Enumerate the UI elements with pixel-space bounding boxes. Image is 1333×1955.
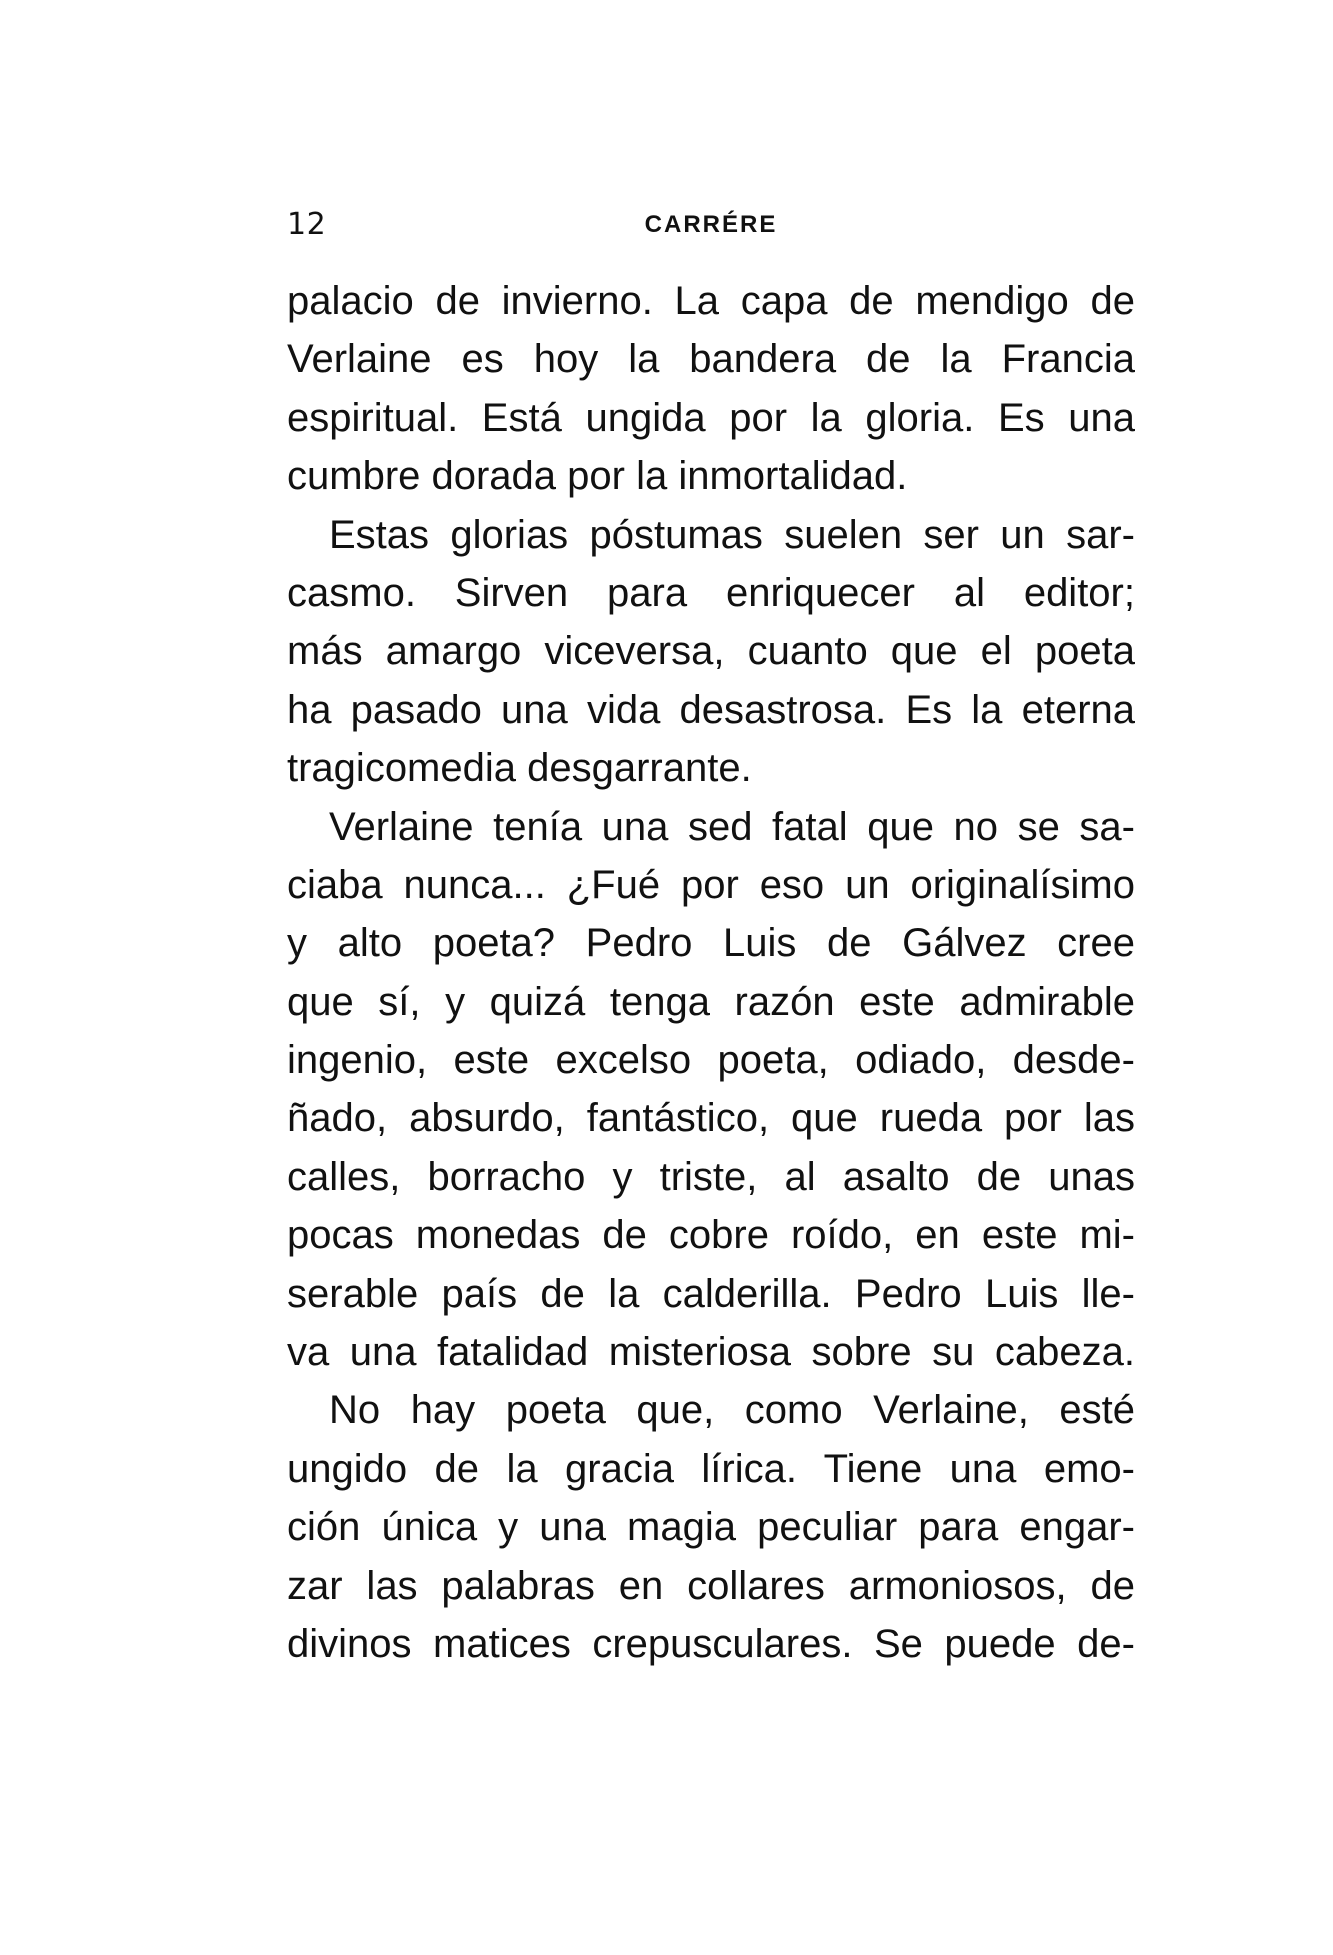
text-line: que sí, y quizá tenga razón este admirable — [287, 979, 1135, 1024]
text-line: Verlaine es hoy la bandera de la Francia — [287, 337, 1135, 382]
text-line: más amargo viceversa, cuanto que el poeta — [287, 629, 1135, 674]
text-line: ingenio, este excelso poeta, odiado, desde- — [287, 1038, 1135, 1083]
body-text — [287, 272, 1135, 1673]
text-line: divinos matices crepusculares. Se puede de- — [287, 1621, 1135, 1666]
text-line: pocas monedas de cobre roído, en este mi- — [287, 1213, 1135, 1258]
text-line: cumbre dorada por la inmortalidad. — [287, 454, 908, 499]
text-line: palacio de invierno. La capa de mendigo de — [287, 279, 1135, 323]
text-line: ha pasado una vida desastrosa. Es la eterna — [287, 687, 1135, 732]
text-line: calles, borracho y triste, al asalto de unas — [287, 1154, 1135, 1199]
text-line: ción única y una magia peculiar para engar- — [287, 1505, 1135, 1550]
text-line: y alto poeta? Pedro Luis de Gálvez cree — [287, 921, 1135, 966]
text-line: tragicomedia desgarrante. — [287, 746, 752, 791]
text-line: va una fatalidad misteriosa sobre su cabeza. — [287, 1330, 1135, 1375]
text-line: zar las palabras en collares armoniosos, de — [287, 1563, 1135, 1608]
running-head: CARRÉRE — [644, 211, 778, 238]
text-line: serable país de la calderilla. Pedro Luis lle- — [287, 1271, 1135, 1316]
text-line: ciaba nunca... ¿Fué por eso un originalísimo — [287, 862, 1135, 907]
text-line: casmo. Sirven para enriquecer al editor; — [287, 570, 1135, 615]
text-line: ñado, absurdo, fantástico, que rueda por las — [287, 1096, 1135, 1141]
page-header — [287, 205, 1135, 245]
page-number: 12 — [287, 207, 327, 242]
paragraph-start-line: No hay poeta que, como Verlaine, esté — [329, 1388, 1135, 1433]
text-line: ungido de la gracia lírica. Tiene una emo- — [287, 1446, 1135, 1491]
paragraph-start-line: Verlaine tenía una sed fatal que no se sa- — [329, 804, 1135, 849]
text-line: espiritual. Está ungida por la gloria. Es una — [287, 395, 1135, 440]
paragraph-start-line: Estas glorias póstumas suelen ser un sar- — [329, 512, 1135, 557]
